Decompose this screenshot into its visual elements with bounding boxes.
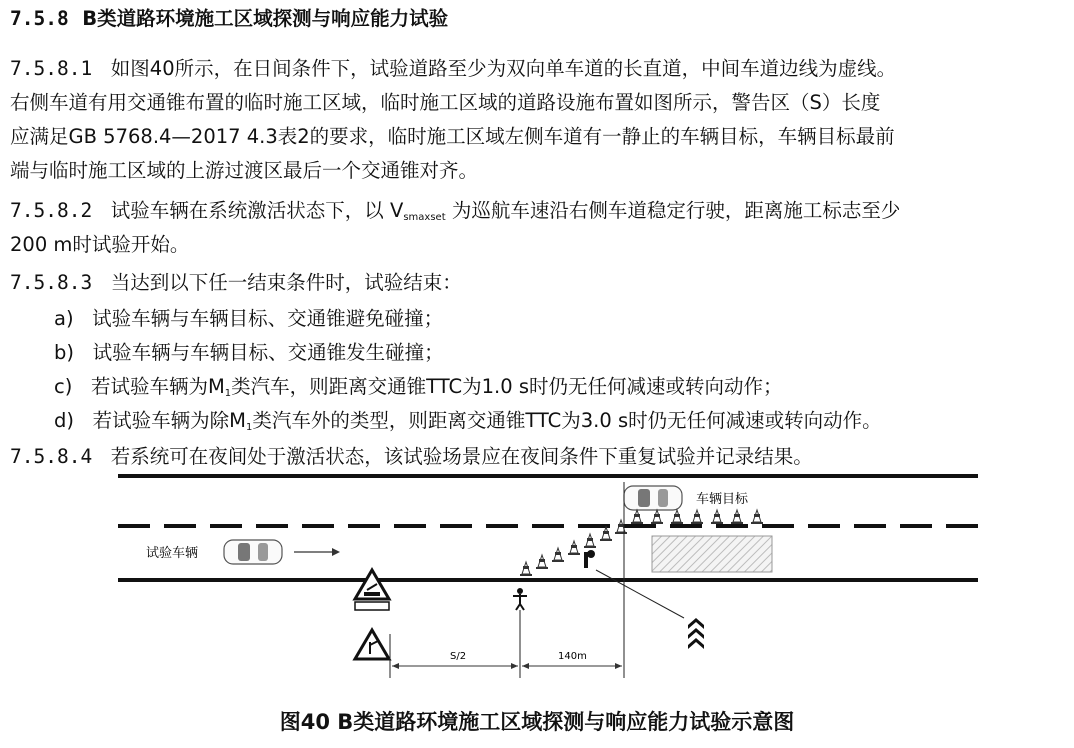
list-text: 试验车辆与车辆目标、交通锥发生碰撞；: [92, 341, 444, 364]
target-vehicle-label: 车辆目标: [696, 492, 749, 507]
para-number: 7.5.8.3: [10, 271, 93, 294]
para-text: 为巡航车速沿右侧车道稳定行驶，距离施工标志至少: [445, 199, 901, 222]
chevron-sign: [688, 618, 704, 649]
subscript: smaxset: [403, 212, 446, 223]
construction-zone-diagram: [118, 468, 978, 700]
para-7582-line2: 200 m时试验开始。: [10, 233, 190, 256]
list-item-b: [54, 340, 1074, 366]
cone-taper: [520, 520, 627, 576]
para-7584: [10, 444, 1074, 470]
para-number: 7.5.8.2: [10, 199, 93, 222]
dimension-140m: [522, 663, 622, 669]
para-number: 7.5.8.4: [10, 445, 93, 468]
list-item-c: [54, 374, 1074, 407]
para-7581-line4: 端与临时施工区域的上游过渡区最后一个交通锥对齐。: [10, 159, 479, 182]
para-7581-line1: [10, 56, 1074, 82]
list-text: 类汽车外的类型，则距离交通锥TTC为3.0 s时仍无任何减速或转向动作。: [252, 409, 882, 432]
work-area: [652, 536, 772, 572]
para-text: 如图40所示，在日间条件下，试验道路至少为双向单车道的长直道，中间车道边线为虚线。: [110, 57, 897, 80]
list-text: 试验车辆与车辆目标、交通锥避免碰撞；: [92, 307, 444, 330]
figure-caption: 图40 B类道路环境施工区域探测与响应能力试验示意图: [279, 710, 795, 734]
cone-row: [631, 510, 763, 524]
test-vehicle: [224, 540, 282, 564]
dim-140m-label: 140m: [558, 651, 587, 662]
subscript: 1: [245, 422, 253, 433]
dim-s2-label: S/2: [450, 651, 467, 662]
para-7581-line3: 应满足GB 5768.4—2017 4.3表2的要求，临时施工区域左侧车道有一静止的车辆目标，车辆目标最前: [10, 125, 895, 148]
section-title: B类道路环境施工区域探测与响应能力试验: [82, 7, 449, 30]
para-text: 若系统可在夜间处于激活状态，该试验场景应在夜间条件下重复试验并记录结果。: [110, 445, 813, 468]
para-number: 7.5.8.1: [10, 57, 93, 80]
para-text: 试验车辆在系统激活状态下，以 V: [110, 199, 404, 222]
section-number: 7.5.8: [10, 7, 69, 30]
list-mark: b): [54, 341, 74, 364]
list-item-d: [54, 408, 1074, 441]
test-vehicle-label: 试验车辆: [146, 546, 199, 561]
list-mark: d): [54, 409, 74, 432]
list-mark: c): [54, 375, 73, 398]
section-heading: [10, 6, 1074, 32]
list-text: 若试验车辆为M: [90, 375, 225, 398]
list-mark: a): [54, 307, 74, 330]
road-work-sign: [355, 570, 389, 610]
direction-arrow-head: [332, 548, 340, 556]
para-text: 当达到以下任一结束条件时，试验结束：: [110, 271, 462, 294]
flagman-icon: [513, 588, 527, 610]
para-7583: [10, 270, 1074, 296]
para-7581-line2: 右侧车道有用交通锥布置的临时施工区域，临时施工区域的道路设施布置如图所示，警告区（S）长度: [10, 91, 881, 114]
flagman-warning-sign: [355, 630, 389, 659]
list-text: 若试验车辆为除M: [92, 409, 246, 432]
target-vehicle: [624, 486, 682, 510]
flag-marker: [586, 550, 595, 568]
chevron-leader: [596, 570, 684, 618]
subscript: 1: [224, 388, 232, 399]
list-text: 类汽车，则距离交通锥TTC为1.0 s时仍无任何减速或转向动作；: [231, 375, 783, 398]
list-item-a: [54, 306, 1074, 332]
dimension-s2: [392, 663, 518, 669]
para-7582-line1: [10, 198, 1074, 231]
